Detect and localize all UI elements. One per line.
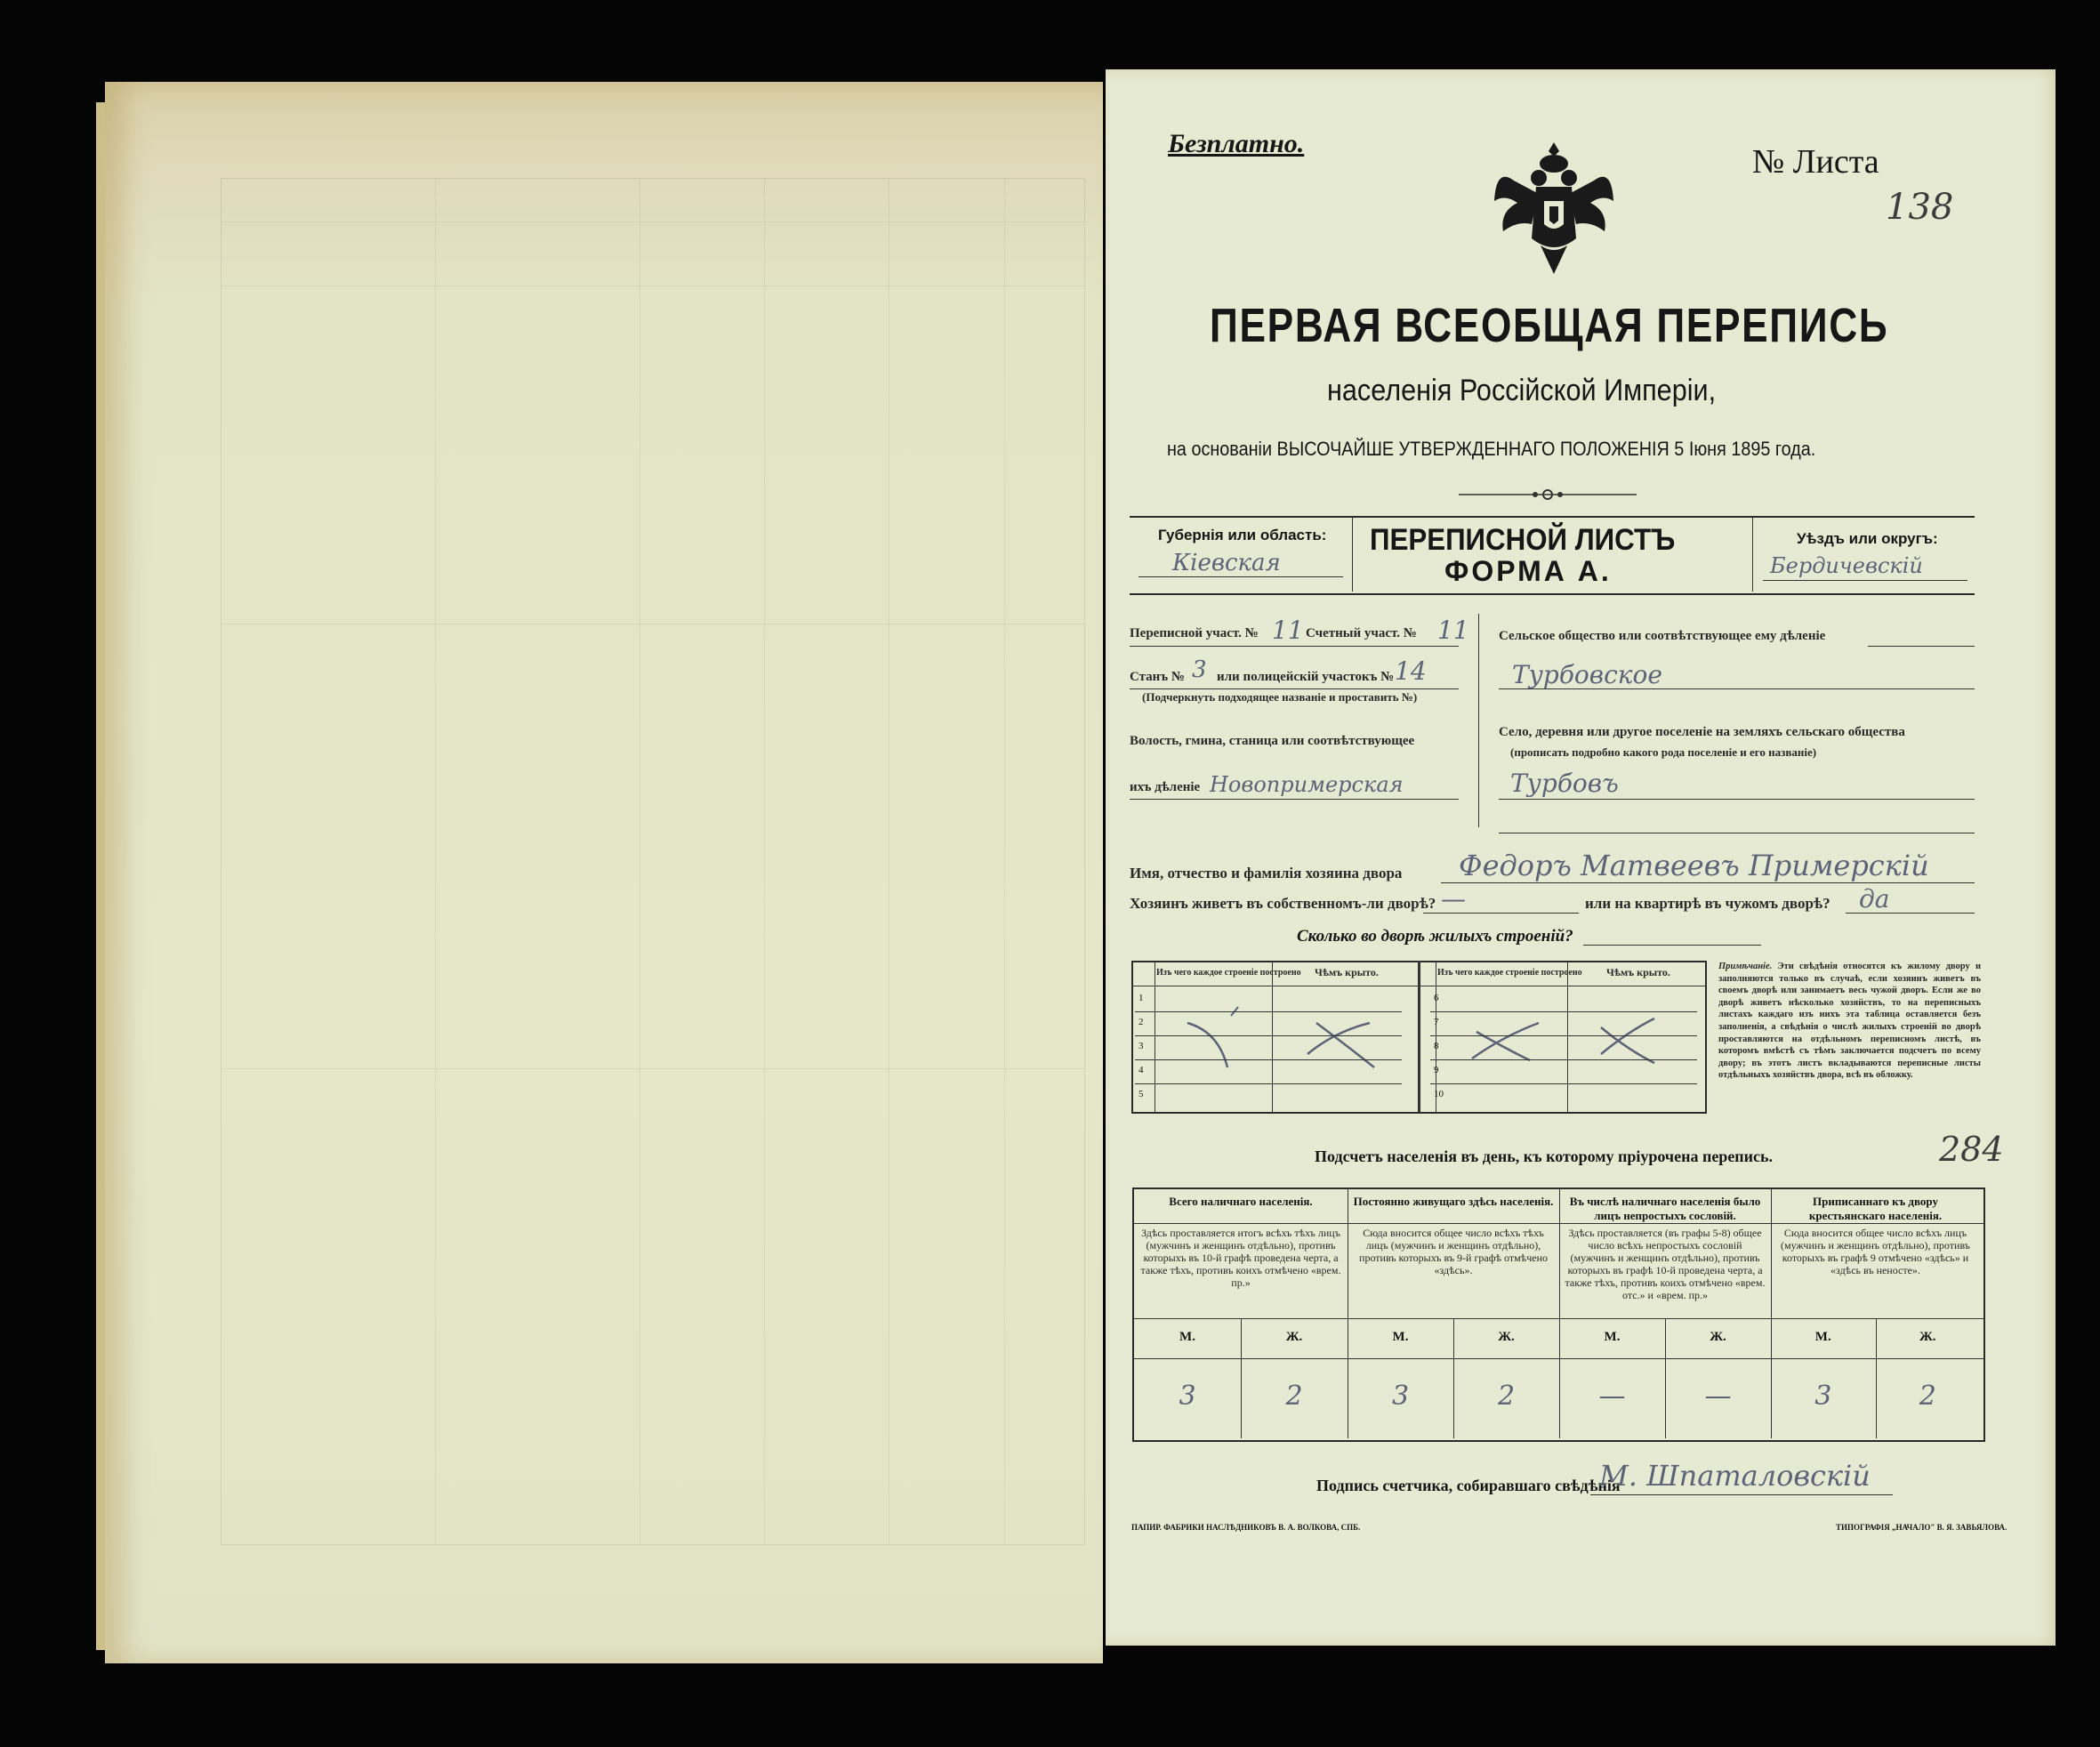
buildings-row-number: 2: [1139, 1017, 1144, 1027]
rented-label: или на квартирѣ въ чужомъ дворѣ?: [1585, 895, 1830, 912]
population-row-line: [1134, 1358, 1983, 1359]
male-count-value: 3: [1179, 1381, 1196, 1412]
population-column-header: Всего наличнаго населенія.: [1169, 1195, 1313, 1208]
remark-text: Эти свѣдѣнія относятся къ жилому двору и заполняются только въ случаѣ, если хозяинъ живетъ въ своемъ дворѣ или занимаетъ весь чужой дворъ. Если же во дворѣ живетъ нѣсколько хозяйствъ, то на переписныхъ листахъ каждаго изъ нихъ эта таблица оставляется безъ заполненія, а свѣдѣнія о числѣ жилыхъ строеній во дворѣ проставляются на отдѣльномъ переписномъ листѣ, въ которомъ вмѣстѣ съ тѣмъ заключается подсчетъ по всему двору; въ этотъ листъ вкладываются переписные листы отдѣльныхъ хозяйствъ двора, всѣ въ обложку.: [1718, 962, 1981, 1081]
population-row-line: [1134, 1223, 1983, 1224]
population-gender-divider: [1453, 1318, 1454, 1438]
buildings-row-number: 6: [1434, 993, 1439, 1003]
buildings-row-number: 5: [1139, 1089, 1144, 1099]
buildings-row-number: 7: [1434, 1017, 1439, 1027]
female-header: Ж.: [1919, 1330, 1936, 1344]
buildings-row-line: [1430, 1035, 1697, 1036]
population-column-description: Сюда вносится общее число всѣхъ лицъ (мужчинъ и женщинъ отдѣльно), противъ которыхъ въ графѣ 9 отмѣчено «здѣсь» и «здѣсь въ неносте».: [1780, 1227, 1971, 1276]
form-main-title: ПЕРВАЯ ВСЕОБЩАЯ ПЕРЕПИСЬ: [1210, 299, 1889, 352]
population-row-line: [1134, 1318, 1983, 1319]
form-subtitle: населенія Россійской Имперіи,: [1327, 374, 1717, 407]
buildings-row-line: [1135, 1059, 1402, 1060]
population-column-description: Сюда вносится общее число всѣхъ тѣхъ лицъ (мужчинъ и женщинъ отдѣльно), противъ которыхъ въ 9-й графѣ отмѣчено «здѣсь».: [1359, 1227, 1548, 1276]
form-basis-line: на основаніи ВЫСОЧАЙШЕ УТВЕРЖДЕННАГО ПОЛОЖЕНІЯ 5 Іюня 1895 года.: [1167, 438, 1816, 460]
police-section-value: 14: [1395, 656, 1427, 686]
own-yard-label: Хозяинъ живетъ въ собственномъ-ли дворѣ?: [1130, 895, 1436, 912]
buildings-row-number: 4: [1139, 1065, 1144, 1075]
population-column-description: Здѣсь проставляется (въ графы 5-8) общее число всѣхъ непростыхъ сословій (мужчинъ и женщинъ отдѣльно), противъ которыхъ въ графѣ 10-й проведена черта, а также тѣхъ, противъ коихъ отмѣчено «врем. отс.» и «врем. пр.»: [1565, 1227, 1766, 1301]
printer-imprint-left: ПАПИР. ФАБРИКИ НАСЛѢДНИКОВЪ В. А. ВОЛКОВА, СПБ.: [1131, 1523, 1361, 1532]
buildings-col2-header-right: Чѣмъ крыто.: [1606, 966, 1670, 978]
imperial-eagle-emblem: [1487, 132, 1621, 283]
signature-value: М. Шпаталовскій: [1599, 1459, 1871, 1493]
female-count-value: 2: [1497, 1381, 1516, 1412]
buildings-question: Сколько во дворѣ жилыхъ строеній?: [1297, 927, 1573, 946]
owner-value: Федоръ Матвеевъ Примерскій: [1459, 849, 1929, 882]
province-value: Кіевская: [1172, 550, 1281, 576]
buildings-row-number: 1: [1139, 993, 1144, 1003]
volost-label: Волость, гмина, станица или соотвѣтствующее: [1130, 734, 1415, 748]
own-yard-value: —: [1441, 884, 1466, 914]
population-gender-divider: [1241, 1318, 1242, 1438]
female-count-value: 2: [1919, 1381, 1936, 1412]
province-label: Губернія или область:: [1158, 527, 1327, 543]
buildings-row-line: [1135, 1011, 1402, 1012]
female-header: Ж.: [1498, 1330, 1515, 1344]
population-column-divider: [1771, 1189, 1772, 1438]
signature-label: Подпись счетчика, собиравшаго свѣдѣнія: [1316, 1477, 1621, 1494]
remark-title: Примѣчаніе.: [1718, 962, 1773, 971]
population-column-header: Въ числѣ наличнаго населенія было лицъ непростыхъ сословій.: [1569, 1195, 1761, 1222]
district-label: Уѣздъ или округъ:: [1797, 530, 1938, 547]
police-section-label: или полицейскій участокъ №: [1217, 670, 1395, 684]
census-section-label: Переписной участ. №: [1130, 626, 1259, 640]
underline-note: (Подчеркнуть подходящее названіе и проставить №): [1142, 690, 1418, 704]
count-title: Подсчетъ населенія въ день, къ которому пріурочена перепись.: [1315, 1147, 1774, 1165]
volost-value: Новопримерская: [1210, 772, 1404, 797]
society-value: Турбовское: [1512, 660, 1662, 689]
village-note: (прописать подробно какого рода поселеніе и его названіе): [1510, 745, 1817, 759]
owner-label: Имя, отчество и фамилія хозяина двора: [1130, 865, 1403, 882]
volost-label-2: ихъ дѣленіе: [1130, 780, 1201, 794]
free-label: Безплатно.: [1168, 129, 1305, 158]
buildings-row-line: [1135, 1083, 1402, 1084]
male-header: М.: [1179, 1330, 1195, 1344]
male-header: М.: [1604, 1330, 1621, 1344]
stan-value: 3: [1192, 656, 1207, 683]
male-count-value: 3: [1814, 1381, 1832, 1412]
census-section-value: 11: [1272, 616, 1304, 645]
population-count-table: [1132, 1187, 1985, 1442]
female-header: Ж.: [1710, 1330, 1726, 1344]
village-label: Село, деревня или другое поселеніе на земляхъ сельскаго общества: [1499, 725, 1905, 739]
population-gender-divider: [1876, 1318, 1877, 1438]
buildings-crossed-out-marks: [1156, 1005, 1699, 1085]
buildings-row-number: 3: [1139, 1041, 1144, 1051]
population-column-header: Приписаннаго къ двору крестьянскаго населенія.: [1808, 1195, 1943, 1222]
male-header: М.: [1392, 1330, 1409, 1344]
stan-label: Станъ №: [1130, 670, 1185, 684]
village-value: Турбовъ: [1510, 769, 1619, 798]
buildings-col1-header-right: Изъ чего каждое строеніе построено: [1437, 968, 1582, 978]
male-count-value: 3: [1391, 1381, 1410, 1412]
buildings-col2-header-left: Чѣмъ крыто.: [1315, 966, 1379, 978]
ornament-divider: [1459, 487, 1637, 502]
buildings-row-number: 9: [1434, 1065, 1439, 1075]
count-section-value: 11: [1437, 616, 1469, 645]
population-gender-divider: [1665, 1318, 1666, 1438]
remark-block: [1718, 961, 1981, 1082]
form-name: ФОРМА А.: [1444, 555, 1612, 587]
count-section-label: Счетный участ. №: [1306, 626, 1417, 640]
district-value: Бердичевскій: [1770, 553, 1923, 578]
female-header: Ж.: [1285, 1330, 1303, 1344]
left-page-faint-grid: [221, 178, 1085, 1545]
female-count-value: —: [1704, 1381, 1732, 1412]
buildings-row-line: [1135, 1035, 1402, 1036]
population-column-divider: [1559, 1189, 1560, 1438]
buildings-row-number: 10: [1434, 1089, 1444, 1099]
buildings-col1-header-left: Изъ чего каждое строеніе построено: [1156, 968, 1301, 978]
sheet-title: ПЕРЕПИСНОЙ ЛИСТЪ: [1370, 523, 1676, 557]
printer-imprint-right: ТИПОГРАФІЯ „НАЧАЛО" В. Я. ЗАВЬЯЛОВА.: [1836, 1523, 2007, 1532]
rented-value: да: [1859, 884, 1890, 914]
population-column-description: Здѣсь проставляется итогъ всѣхъ тѣхъ лицъ (мужчинъ и женщинъ отдѣльно), противъ которыхъ въ 10-й графѣ проведена черта, а также тѣхъ, противъ коихъ отмѣчено «врем. пр.»: [1140, 1227, 1341, 1289]
sheet-number-value: 138: [1886, 187, 1954, 228]
buildings-row-line: [1430, 1011, 1697, 1012]
buildings-row-line: [1430, 1059, 1697, 1060]
society-label: Сельское общество или соотвѣтствующее ему дѣленіе: [1499, 629, 1826, 643]
female-count-value: 2: [1285, 1381, 1303, 1412]
buildings-row-number: 8: [1434, 1041, 1439, 1051]
male-header: М.: [1814, 1330, 1831, 1344]
buildings-row-line: [1430, 1083, 1697, 1084]
population-column-header: Постоянно живущаго здѣсь населенія.: [1353, 1195, 1554, 1208]
count-margin-note: 284: [1939, 1130, 2004, 1169]
sheet-number-label: № Листа: [1752, 143, 1879, 181]
male-count-value: —: [1598, 1381, 1626, 1412]
